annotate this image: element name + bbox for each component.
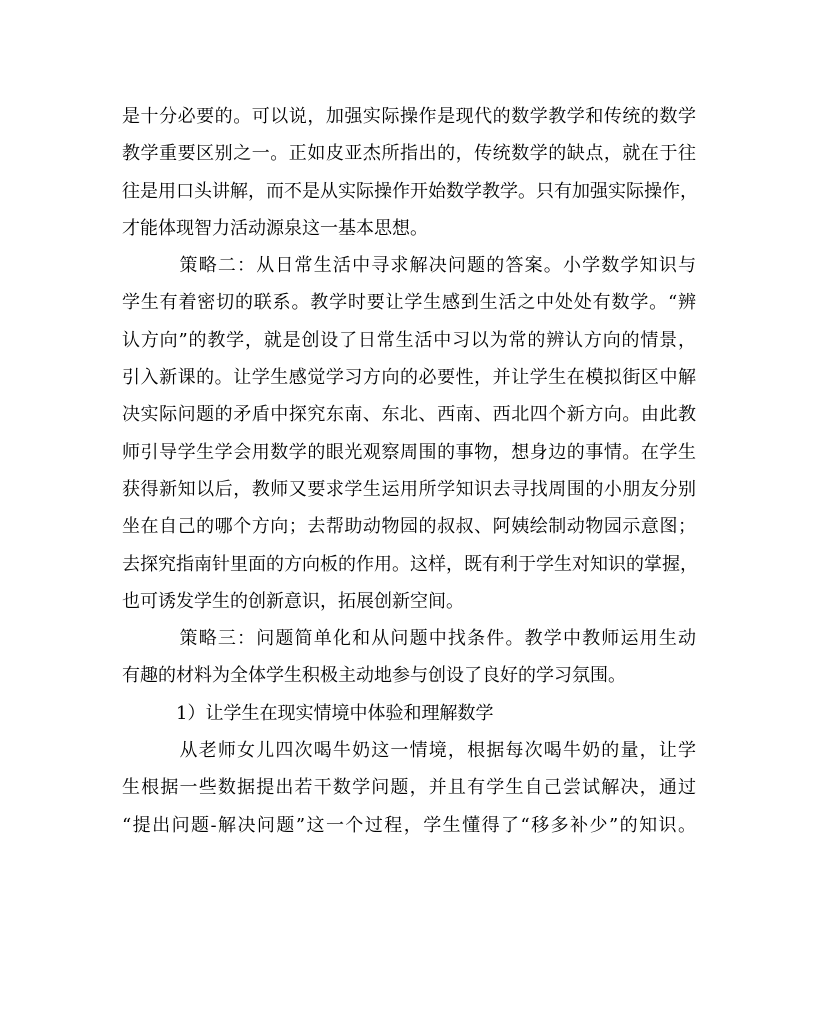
body-text	[122, 98, 696, 844]
text-line-9: 决实际问题的矛盾中探究东南、东北、西南、西北四个新方向。由此教	[122, 404, 696, 426]
text-line-19: 生根据一些数据提出若干数学问题，并且有学生自己尝试解决，通过	[122, 777, 696, 799]
text-line-7: 认方向”的教学，就是创设了日常生活中习以为常的辨认方向的情景，	[122, 329, 696, 351]
text-line-17: 1）让学生在现实情境中体验和理解数学	[122, 702, 494, 724]
text-line-8: 引入新课的。让学生感觉学习方向的必要性，并让学生在模拟街区中解	[122, 367, 696, 389]
text-line-4: 才能体现智力活动源泉这一基本思想。	[122, 217, 428, 239]
text-line-5: 策略二：从日常生活中寻求解决问题的答案。小学数学知识与	[122, 255, 696, 277]
text-line-20: “提出问题-解决问题”这一个过程，学生懂得了“移多补少”的知识。	[122, 814, 696, 836]
text-line-13: 去探究指南针里面的方向板的作用。这样，既有利于学生对知识的掌握，	[122, 553, 698, 575]
text-line-1: 是十分必要的。可以说，加强实际操作是现代的数学教学和传统的数学	[122, 106, 696, 127]
text-line-6: 学生有着密切的联系。教学时要让学生感到生活之中处处有数学。“辨	[122, 292, 696, 314]
text-line-15: 策略三：问题简单化和从问题中找条件。教学中教师运用生动	[122, 628, 696, 650]
text-line-3: 往是用口头讲解，而不是从实际操作开始数学教学。只有加强实际操作，	[122, 180, 698, 202]
text-line-11: 获得新知以后，教师又要求学生运用所学知识去寻找周围的小朋友分别	[122, 478, 696, 500]
text-line-18: 从老师女儿四次喝牛奶这一情境，根据每次喝牛奶的量，让学	[122, 740, 696, 762]
text-line-14: 也可诱发学生的创新意识，拓展创新空间。	[122, 590, 464, 612]
text-line-16: 有趣的材料为全体学生积极主动地参与创设了良好的学习氛围。	[122, 665, 626, 687]
text-line-2: 教学重要区别之一。正如皮亚杰所指出的，传统数学的缺点，就在于往	[122, 143, 696, 165]
text-line-12: 坐在自己的哪个方向；去帮助动物园的叔叔、阿姨绘制动物园示意图；	[122, 516, 696, 538]
text-line-10: 师引导学生学会用数学的眼光观察周围的事物，想身边的事情。在学生	[122, 441, 696, 463]
